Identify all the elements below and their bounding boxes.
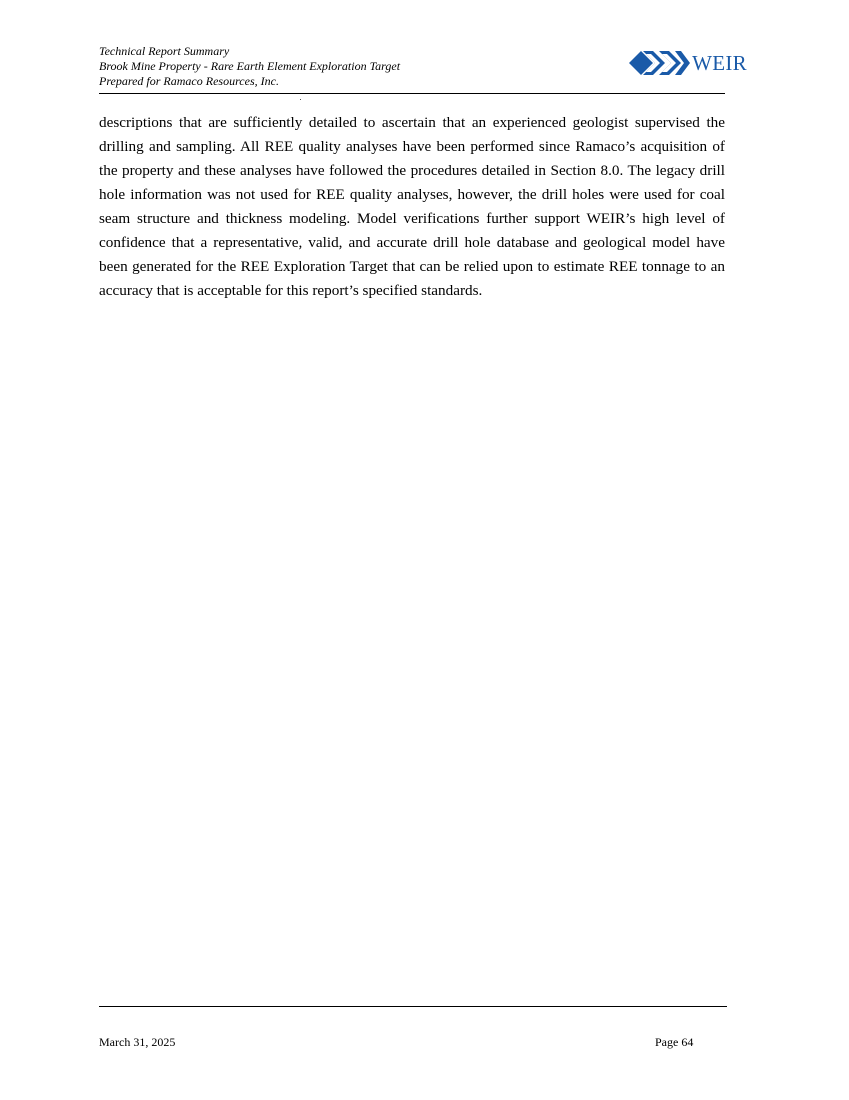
header-prepared-for: Prepared for Ramaco Resources, Inc. (99, 74, 279, 88)
stray-mark (300, 99, 301, 100)
logo-wordmark: WEIR (692, 50, 747, 75)
footer-divider (99, 1006, 727, 1007)
footer-page-number: Page 64 (655, 1035, 694, 1049)
header-divider (99, 93, 725, 94)
body-paragraph: descriptions that are sufficiently detailed to ascertain that an experienced geologist supervised the drilling and sampling. All REE quality analyses have been performed since Ramaco’s acquisition of the property and these analyses have followed the procedures detailed in Section 8.0. The legacy drill hole information was not used for REE quality analyses, however, the drill holes were used for coal seam structure and thickness modeling. Model verifications further support WEIR’s high level of confidence that a representative, valid, and accurate drill hole database and geological model have been generated for the REE Exploration Target that can be relied upon to estimate REE tonnage to an accuracy that is acceptable for this report’s specified standards. (99, 114, 725, 299)
header-text-block (99, 44, 400, 89)
header-property-title: Brook Mine Property - Rare Earth Element Exploration Target (99, 59, 401, 73)
page-header (99, 44, 747, 94)
footer-date: March 31, 2025 (99, 1035, 176, 1049)
weir-logo (629, 50, 747, 76)
diamond-chevrons-icon (629, 50, 691, 76)
header-report-type: Technical Report Summary (99, 44, 230, 58)
